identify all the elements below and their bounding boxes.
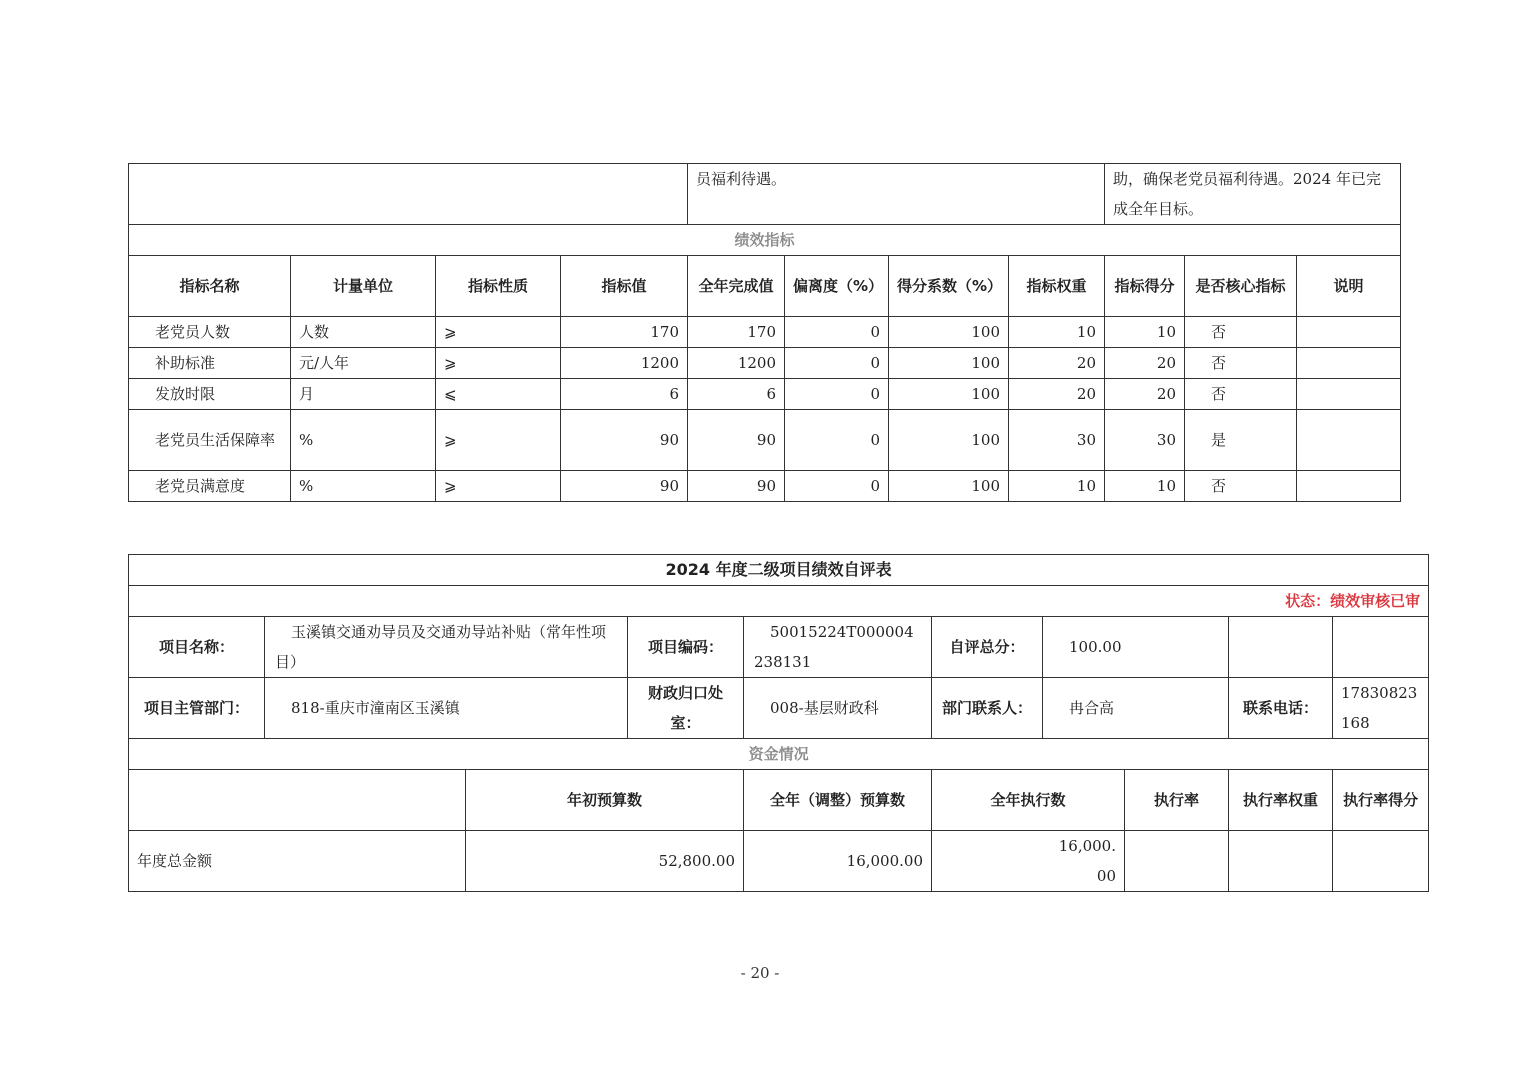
funds-header-row xyxy=(129,770,1429,831)
indicator-name: 老党员满意度 xyxy=(129,471,291,502)
page-number: - 20 - xyxy=(740,964,780,982)
blank-cell xyxy=(1333,617,1429,678)
score-coefficient: 100 xyxy=(889,317,1009,348)
score: 30 xyxy=(1105,410,1185,471)
indicator-name: 发放时限 xyxy=(129,379,291,410)
blank-cell xyxy=(1229,617,1333,678)
carry-over-text: 员福利待遇。 xyxy=(688,164,1105,225)
execution-rate-weight xyxy=(1229,831,1333,892)
core-flag: 否 xyxy=(1185,379,1297,410)
project-code-label: 项目编码： xyxy=(628,617,744,678)
score-coefficient: 100 xyxy=(889,410,1009,471)
table-row xyxy=(129,831,1429,892)
carry-over-blank-cell xyxy=(129,164,688,225)
nature: ⩾ xyxy=(436,317,561,348)
section-title-funds: 资金情况 xyxy=(129,739,1429,770)
weight: 20 xyxy=(1009,379,1105,410)
column-header: 指标值 xyxy=(561,256,688,317)
adjusted-budget: 16,000.00 xyxy=(744,831,932,892)
weight: 10 xyxy=(1009,317,1105,348)
table-row xyxy=(129,348,1401,379)
column-header: 全年（调整）预算数 xyxy=(744,770,932,831)
note xyxy=(1297,410,1401,471)
phone-label: 联系电话： xyxy=(1229,678,1333,739)
column-header: 指标权重 xyxy=(1009,256,1105,317)
core-flag: 否 xyxy=(1185,471,1297,502)
weight: 10 xyxy=(1009,471,1105,502)
phone-value: 17830823168 xyxy=(1333,678,1429,739)
indicator-name: 老党员人数 xyxy=(129,317,291,348)
deviation: 0 xyxy=(785,317,889,348)
actual-value: 90 xyxy=(688,471,785,502)
actual-value: 170 xyxy=(688,317,785,348)
column-header: 计量单位 xyxy=(291,256,436,317)
executed-amount: 16,000.00 xyxy=(932,831,1125,892)
performance-indicator-table xyxy=(128,163,1401,502)
table-row xyxy=(129,410,1401,471)
actual-value: 1200 xyxy=(688,348,785,379)
target-value: 6 xyxy=(561,379,688,410)
column-header xyxy=(129,770,466,831)
score: 10 xyxy=(1105,317,1185,348)
target-value: 1200 xyxy=(561,348,688,379)
core-flag: 否 xyxy=(1185,348,1297,379)
table-row xyxy=(129,471,1401,502)
actual-value: 6 xyxy=(688,379,785,410)
deviation: 0 xyxy=(785,379,889,410)
dept-label: 项目主管部门： xyxy=(129,678,265,739)
self-evaluation-form xyxy=(128,554,1429,892)
unit: 元/人年 xyxy=(291,348,436,379)
execution-rate xyxy=(1125,831,1229,892)
score: 20 xyxy=(1105,379,1185,410)
column-header: 是否核心指标 xyxy=(1185,256,1297,317)
form-title: 2024 年度二级项目绩效自评表 xyxy=(129,555,1429,586)
execution-rate-score xyxy=(1333,831,1429,892)
note xyxy=(1297,348,1401,379)
score-coefficient: 100 xyxy=(889,348,1009,379)
deviation: 0 xyxy=(785,410,889,471)
target-value: 170 xyxy=(561,317,688,348)
column-header: 得分系数（%） xyxy=(889,256,1009,317)
indicator-name: 老党员生活保障率 xyxy=(129,410,291,471)
nature: ⩾ xyxy=(436,348,561,379)
target-value: 90 xyxy=(561,471,688,502)
column-header: 偏离度（%） xyxy=(785,256,889,317)
finance-label: 财政归口处室： xyxy=(628,678,744,739)
project-code-value: 50015224T000004238131 xyxy=(744,617,932,678)
finance-value: 008-基层财政科 xyxy=(744,678,932,739)
nature: ⩾ xyxy=(436,410,561,471)
unit: 月 xyxy=(291,379,436,410)
column-header: 说明 xyxy=(1297,256,1401,317)
deviation: 0 xyxy=(785,348,889,379)
column-header: 全年执行数 xyxy=(932,770,1125,831)
nature: ⩽ xyxy=(436,379,561,410)
column-header: 指标性质 xyxy=(436,256,561,317)
column-header: 指标名称 xyxy=(129,256,291,317)
contact-value: 冉合高 xyxy=(1043,678,1229,739)
status-badge: 状态：绩效审核已审 xyxy=(129,586,1429,617)
table-row xyxy=(129,379,1401,410)
note xyxy=(1297,379,1401,410)
project-name-value: 玉溪镇交通劝导员及交通劝导站补贴（常年性项目） xyxy=(265,617,628,678)
project-name-label: 项目名称： xyxy=(129,617,265,678)
score-coefficient: 100 xyxy=(889,379,1009,410)
column-header: 执行率 xyxy=(1125,770,1229,831)
actual-value: 90 xyxy=(688,410,785,471)
deviation: 0 xyxy=(785,471,889,502)
core-flag: 否 xyxy=(1185,317,1297,348)
section-title-indicators: 绩效指标 xyxy=(129,225,1401,256)
score: 20 xyxy=(1105,348,1185,379)
nature: ⩾ xyxy=(436,471,561,502)
unit: % xyxy=(291,410,436,471)
target-value: 90 xyxy=(561,410,688,471)
note xyxy=(1297,317,1401,348)
indicator-header-row xyxy=(129,256,1401,317)
weight: 30 xyxy=(1009,410,1105,471)
column-header: 执行率权重 xyxy=(1229,770,1333,831)
unit: % xyxy=(291,471,436,502)
carry-over-description: 助，确保老党员福利待遇。2024 年已完成全年目标。 xyxy=(1105,164,1401,225)
initial-budget: 52,800.00 xyxy=(466,831,744,892)
funds-row-label: 年度总金额 xyxy=(129,831,466,892)
contact-label: 部门联系人： xyxy=(932,678,1043,739)
table-row xyxy=(129,317,1401,348)
column-header: 年初预算数 xyxy=(466,770,744,831)
score: 10 xyxy=(1105,471,1185,502)
column-header: 全年完成值 xyxy=(688,256,785,317)
column-header: 指标得分 xyxy=(1105,256,1185,317)
self-score-value: 100.00 xyxy=(1043,617,1229,678)
dept-value: 818-重庆市潼南区玉溪镇 xyxy=(265,678,628,739)
weight: 20 xyxy=(1009,348,1105,379)
unit: 人数 xyxy=(291,317,436,348)
self-score-label: 自评总分： xyxy=(932,617,1043,678)
note xyxy=(1297,471,1401,502)
indicator-name: 补助标准 xyxy=(129,348,291,379)
column-header: 执行率得分 xyxy=(1333,770,1429,831)
score-coefficient: 100 xyxy=(889,471,1009,502)
core-flag: 是 xyxy=(1185,410,1297,471)
